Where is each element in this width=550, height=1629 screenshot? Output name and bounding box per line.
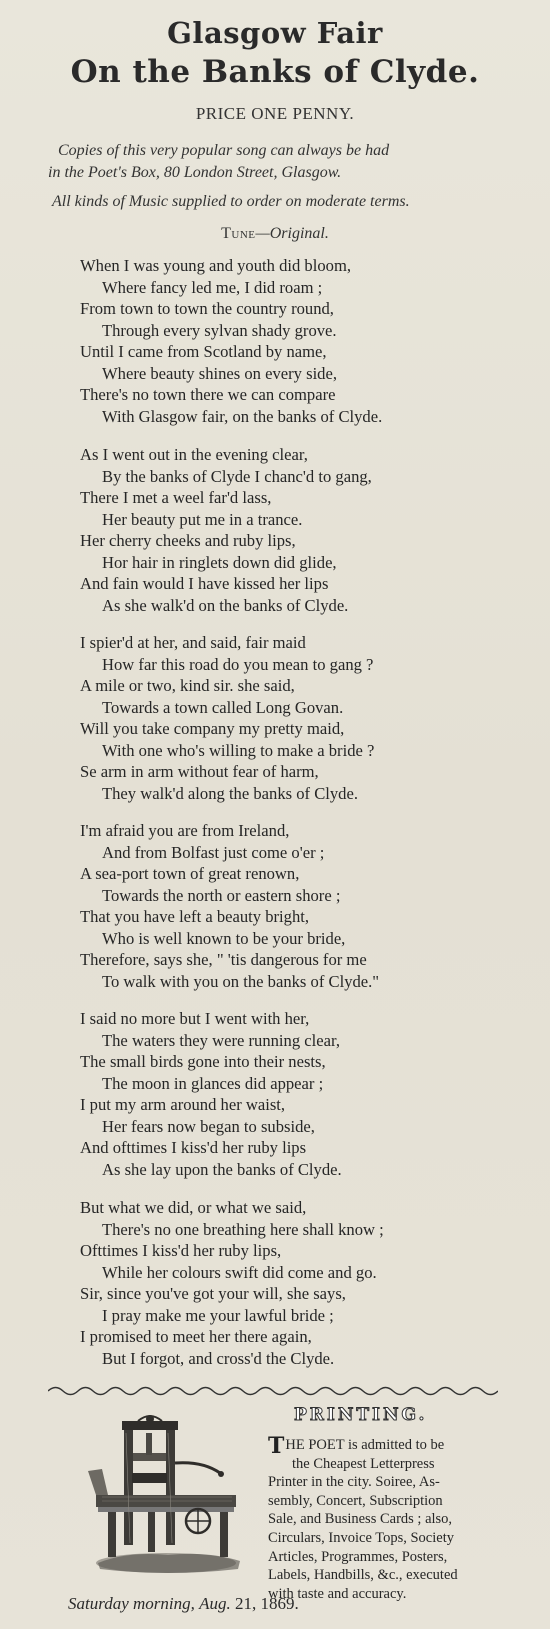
- song-title-line-1: Glasgow Fair: [167, 16, 383, 50]
- ad-line: Circulars, Invoice Tops, Society: [268, 1529, 454, 1546]
- verse-line: Will you take company my pretty maid,: [80, 719, 345, 738]
- verse-line: A sea-port town of great renown,: [80, 864, 300, 883]
- tune-label: Tune: [221, 225, 256, 242]
- printing-advertisement: [268, 1433, 538, 1603]
- verse-line: A mile or two, kind sir. she said,: [80, 676, 295, 695]
- wavy-rule-divider: [48, 1384, 498, 1398]
- verse-6: [80, 1197, 520, 1369]
- verse-line: Se arm in arm without fear of harm,: [80, 762, 319, 781]
- printing-heading: PRINTING.: [294, 1405, 428, 1425]
- verse-line: Where fancy led me, I did roam ;: [102, 277, 323, 297]
- verse-line: By the banks of Clyde I chanc'd to gang,: [102, 466, 372, 486]
- verse-line: I put my arm around her waist,: [80, 1095, 286, 1114]
- ad-line: HE POET is admitted to be: [285, 1437, 445, 1453]
- verse-line: How far this road do you mean to gang ?: [102, 654, 374, 674]
- verse-line: As I went out in the evening clear,: [80, 445, 308, 464]
- verse-line: The waters they were running clear,: [102, 1030, 340, 1050]
- verse-line: I'm afraid you are from Ireland,: [80, 821, 290, 840]
- copies-notice-line-2: in the Poet's Box, 80 London Street, Glasgow.: [48, 164, 342, 181]
- verse-line: There I met a weel far'd lass,: [80, 488, 272, 507]
- verse-line: Ofttimes I kiss'd her ruby lips,: [80, 1241, 282, 1260]
- verse-line: With Glasgow fair, on the banks of Clyde.: [102, 406, 383, 426]
- verse-line: Therefore, says she, " 'tis dangerous for me: [80, 950, 367, 969]
- verse-line: The moon in glances did appear ;: [102, 1073, 324, 1093]
- printing-press-illustration: [88, 1413, 248, 1583]
- verse-line: And from Bolfast just come o'er ;: [102, 842, 325, 862]
- copies-notice-line-1: Copies of this very popular song can always be had: [58, 142, 390, 159]
- verse-line: But what we did, or what we said,: [80, 1198, 307, 1217]
- verse-line: Who is well known to be your bride,: [102, 928, 346, 948]
- verse-line: There's no town there we can compare: [80, 385, 336, 404]
- verse-line: As she lay upon the banks of Clyde.: [102, 1159, 342, 1179]
- verse-1: [80, 255, 520, 427]
- verse-3: [80, 632, 520, 804]
- verse-line: From town to town the country round,: [80, 299, 334, 318]
- verse-line: I promised to meet her there again,: [80, 1327, 312, 1346]
- verse-line: And fain would I have kissed her lips: [80, 574, 329, 593]
- verse-line: Her cherry cheeks and ruby lips,: [80, 531, 296, 550]
- verse-5: [80, 1008, 520, 1180]
- verse-line: Where beauty shines on every side,: [102, 363, 337, 383]
- verse-line: Her fears now began to subside,: [102, 1116, 315, 1136]
- verse-line: When I was young and youth did bloom,: [80, 256, 351, 275]
- verse-line: As she walk'd on the banks of Clyde.: [102, 595, 349, 615]
- verse-line: I said no more but I went with her,: [80, 1009, 310, 1028]
- verse-line: To walk with you on the banks of Clyde.": [102, 971, 380, 991]
- verse-line: I spier'd at her, and said, fair maid: [80, 633, 306, 652]
- date-rest: 21, 1869.: [230, 1594, 299, 1613]
- verse-line: But I forgot, and cross'd the Clyde.: [102, 1348, 335, 1368]
- verse-line: While her colours swift did come and go.: [102, 1262, 377, 1282]
- ad-line: with taste and accuracy.: [268, 1585, 407, 1602]
- tune-value: —Original.: [255, 225, 329, 242]
- music-supply-notice: All kinds of Music supplied to order on moderate terms.: [52, 193, 410, 210]
- verse-line: Through every sylvan shady grove.: [102, 320, 337, 340]
- verse-4: [80, 820, 520, 992]
- verse-line: Until I came from Scotland by name,: [80, 342, 327, 361]
- verse-line: Towards a town called Long Govan.: [102, 697, 344, 717]
- ad-line: Labels, Handbills, &c., executed: [268, 1567, 458, 1584]
- publication-date: [68, 1594, 299, 1614]
- verse-line: And ofttimes I kiss'd her ruby lips: [80, 1138, 307, 1157]
- verse-line: Her beauty put me in a trance.: [102, 509, 303, 529]
- verse-line: Towards the north or eastern shore ;: [102, 885, 341, 905]
- verse-line: The small birds gone into their nests,: [80, 1052, 326, 1071]
- verse-line: That you have left a beauty bright,: [80, 907, 310, 926]
- ad-line: Sale, and Business Cards ; also,: [268, 1511, 453, 1528]
- verse-line: Sir, since you've got your will, she says,: [80, 1284, 346, 1303]
- ad-line-first: [268, 1433, 538, 1459]
- verse-line: There's no one breathing here shall know ;: [102, 1219, 384, 1239]
- ad-dropcap: T: [268, 1433, 285, 1459]
- ad-line: Printer in the city. Soiree, As-: [268, 1474, 440, 1491]
- ad-line: the Cheapest Letterpress: [292, 1455, 435, 1472]
- date-prefix: Saturday morning,: [68, 1594, 195, 1613]
- verse-line: Hor hair in ringlets down did glide,: [102, 552, 337, 572]
- verse-line: With one who's willing to make a bride ?: [102, 740, 375, 760]
- verse-line: I pray make me your lawful bride ;: [102, 1305, 334, 1325]
- song-title-line-2: On the Banks of Clyde.: [70, 54, 480, 90]
- price-notice: PRICE ONE PENNY.: [195, 104, 355, 123]
- date-month: Aug.: [199, 1594, 231, 1613]
- verse-line: They walk'd along the banks of Clyde.: [102, 783, 358, 803]
- ad-line: sembly, Concert, Subscription: [268, 1492, 443, 1509]
- ad-line: Articles, Programmes, Posters,: [268, 1548, 448, 1565]
- verse-2: [80, 444, 520, 616]
- tune-line: [0, 225, 550, 243]
